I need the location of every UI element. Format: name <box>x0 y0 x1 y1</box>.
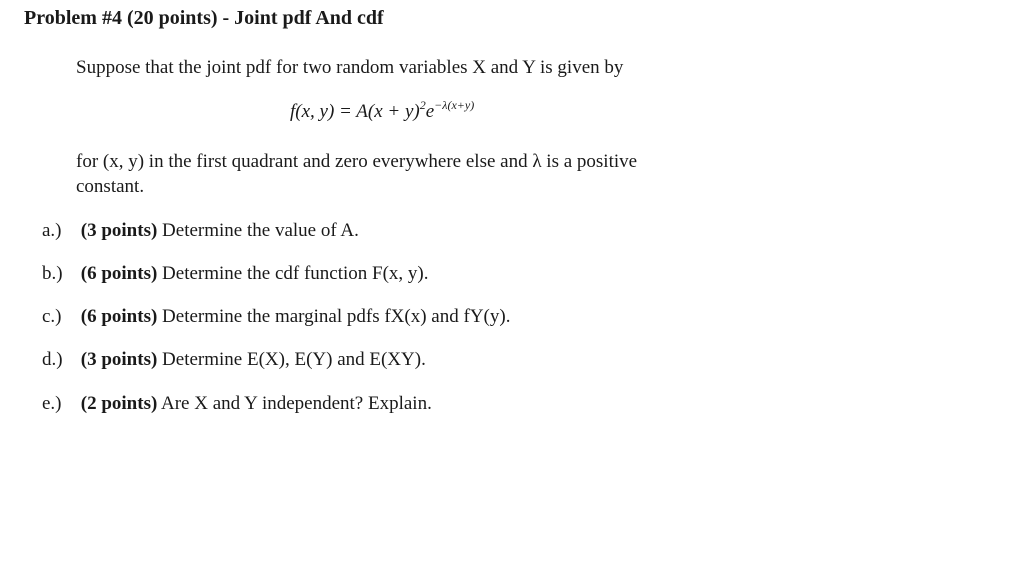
part-points: (3 points) <box>80 349 158 370</box>
part-label: b.) <box>42 263 63 284</box>
part-points: (6 points) <box>80 306 158 327</box>
part-label: d.) <box>42 349 63 370</box>
part-label: a.) <box>42 220 62 241</box>
part-label: c.) <box>42 306 62 327</box>
condition-line-2: constant. <box>76 176 145 197</box>
equation-base: f(x, y) = A(x + y) <box>290 101 420 122</box>
joint-pdf-equation <box>290 100 474 124</box>
part-e <box>42 392 432 416</box>
part-points: (2 points) <box>80 393 158 414</box>
part-text: Determine E(X), E(Y) and E(XY). <box>162 349 426 370</box>
part-text: Determine the cdf function F(x, y). <box>162 263 429 284</box>
part-text: Determine the value of A. <box>162 220 359 241</box>
part-c <box>42 305 510 329</box>
part-points: (6 points) <box>80 263 158 284</box>
problem-title: Problem #4 (20 points) - Joint pdf And cdf <box>24 7 384 29</box>
equation-exponent: −λ(x+y) <box>434 98 475 112</box>
intro-text: Suppose that the joint pdf for two random variables X and Y is given by <box>76 57 624 78</box>
part-a <box>42 219 359 243</box>
equation-square: 2 <box>419 98 426 112</box>
part-text: Determine the marginal pdfs fX(x) and fY(y). <box>162 306 511 327</box>
part-d <box>42 348 426 372</box>
part-label: e.) <box>42 393 62 414</box>
part-b <box>42 262 429 286</box>
part-text: Are X and Y independent? Explain. <box>161 393 432 414</box>
part-points: (3 points) <box>80 220 158 241</box>
condition-line-1: for (x, y) in the first quadrant and zero everywhere else and λ is a positive <box>76 151 638 172</box>
equation-exp-base: e <box>425 101 435 122</box>
